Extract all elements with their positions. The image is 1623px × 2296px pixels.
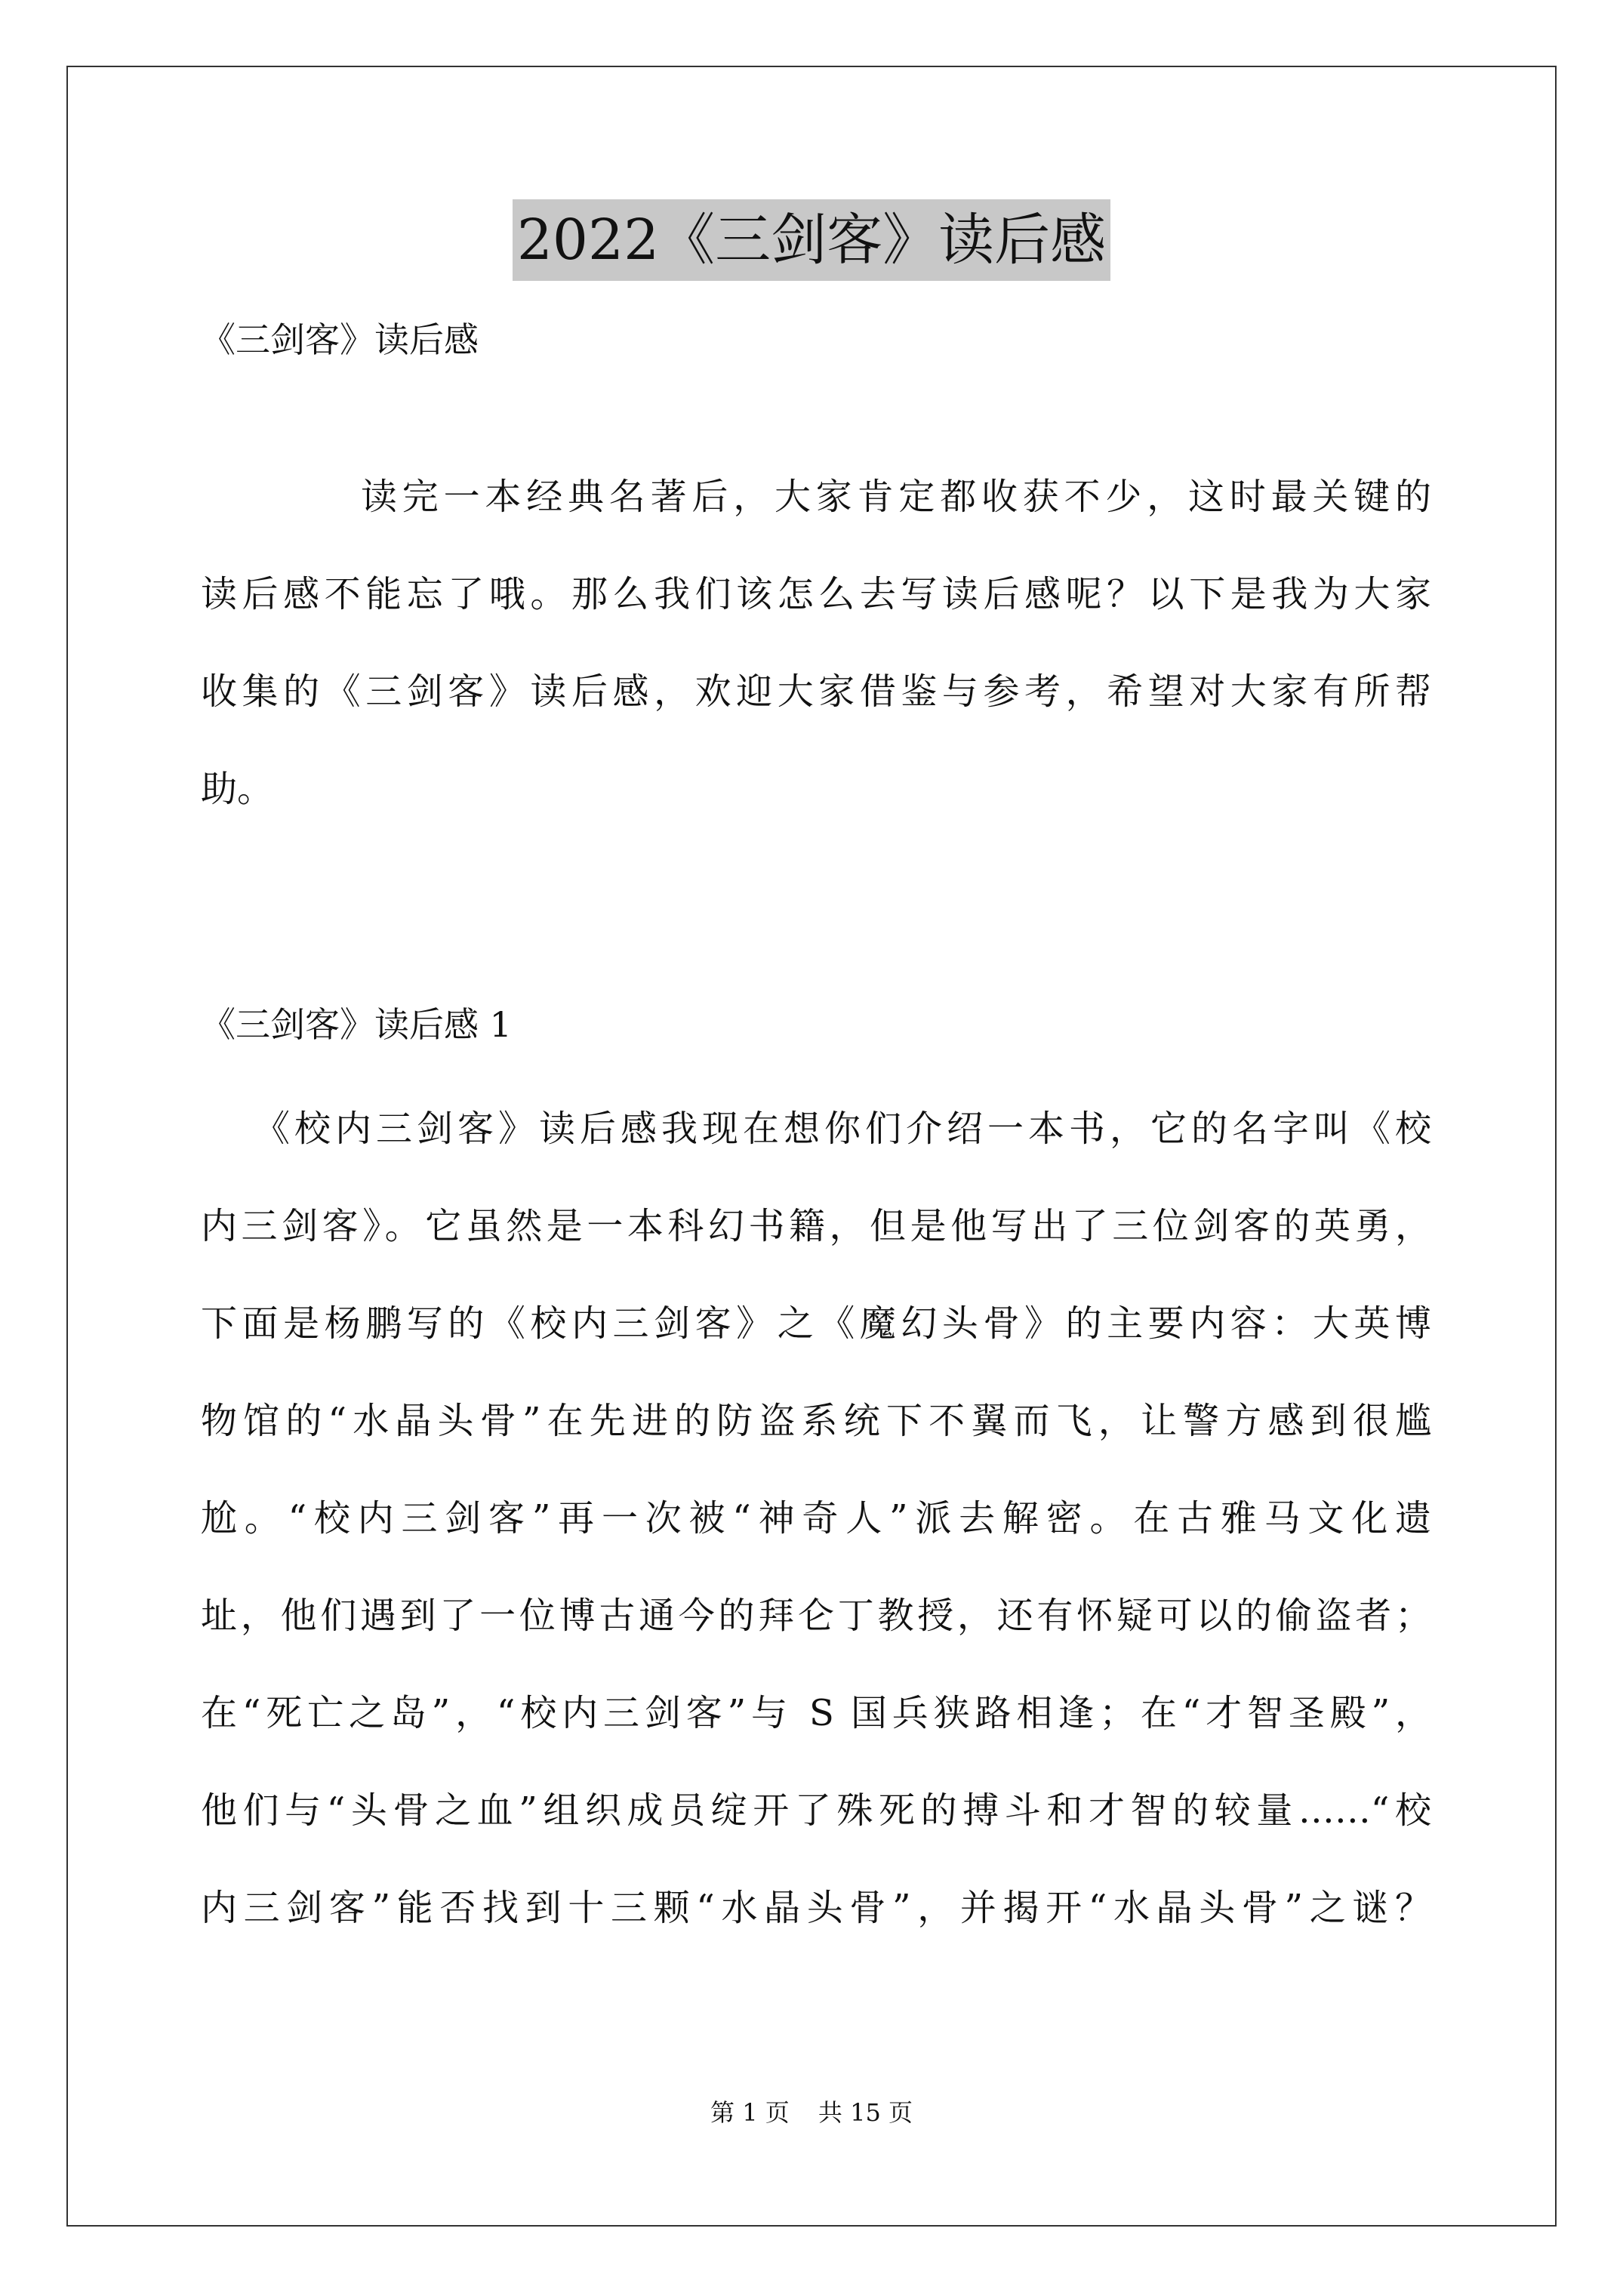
paragraph-line: 他们与“头骨之血”组织成员绽开了殊死的搏斗和才智的较量……“校 <box>201 1789 1431 1832</box>
document-title: 2022《三剑客》读后感 <box>513 199 1110 281</box>
paragraph-line: 址，他们遇到了一位博古通今的拜仑丁教授，还有怀疑可以的偷盗者； <box>201 1595 1431 1637</box>
paragraph-line: 在“死亡之岛”，“校内三剑客”与 S 国兵狭路相逢；在“才智圣殿”， <box>201 1692 1431 1734</box>
paragraph-line: 下面是杨鹏写的《校内三剑客》之《魔幻头骨》的主要内容：大英博 <box>201 1302 1431 1345</box>
section-heading: 《三剑客》读后感 1 <box>201 1004 512 1045</box>
page-number-total: 共 15 页 <box>818 2098 913 2127</box>
paragraph-line: 读后感不能忘了哦。那么我们该怎么去写读后感呢？以下是我为大家 <box>201 573 1431 615</box>
paragraph-line: 内三剑客》。它虽然是一本科幻书籍，但是他写出了三位剑客的英勇， <box>201 1205 1431 1247</box>
paragraph-line: 读完一本经典名著后，大家肯定都收获不少，这时最关键的 <box>361 476 1431 518</box>
paragraph-line: 尬。“校内三剑客”再一次被“神奇人”派去解密。在古雅马文化遗 <box>201 1497 1431 1539</box>
paragraph-line: 助。 <box>201 768 274 810</box>
page-number-current: 第 1 页 <box>710 2098 790 2127</box>
paragraph-line: 物馆的“水晶头骨”在先进的防盗系统下不翼而飞，让警方感到很尴 <box>201 1400 1431 1442</box>
paragraph-line: 《校内三剑客》读后感我现在想你们介绍一本书，它的名字叫《校 <box>254 1108 1431 1150</box>
paragraph-line: 收集的《三剑客》读后感，欢迎大家借鉴与参考，希望对大家有所帮 <box>201 670 1431 713</box>
paragraph-line: 内三剑客”能否找到十三颗“水晶头骨”，并揭开“水晶头骨”之谜？ <box>201 1887 1431 1929</box>
document-title-container <box>0 199 1623 281</box>
intro-heading: 《三剑客》读后感 <box>201 319 479 360</box>
page-footer <box>0 2097 1623 2128</box>
